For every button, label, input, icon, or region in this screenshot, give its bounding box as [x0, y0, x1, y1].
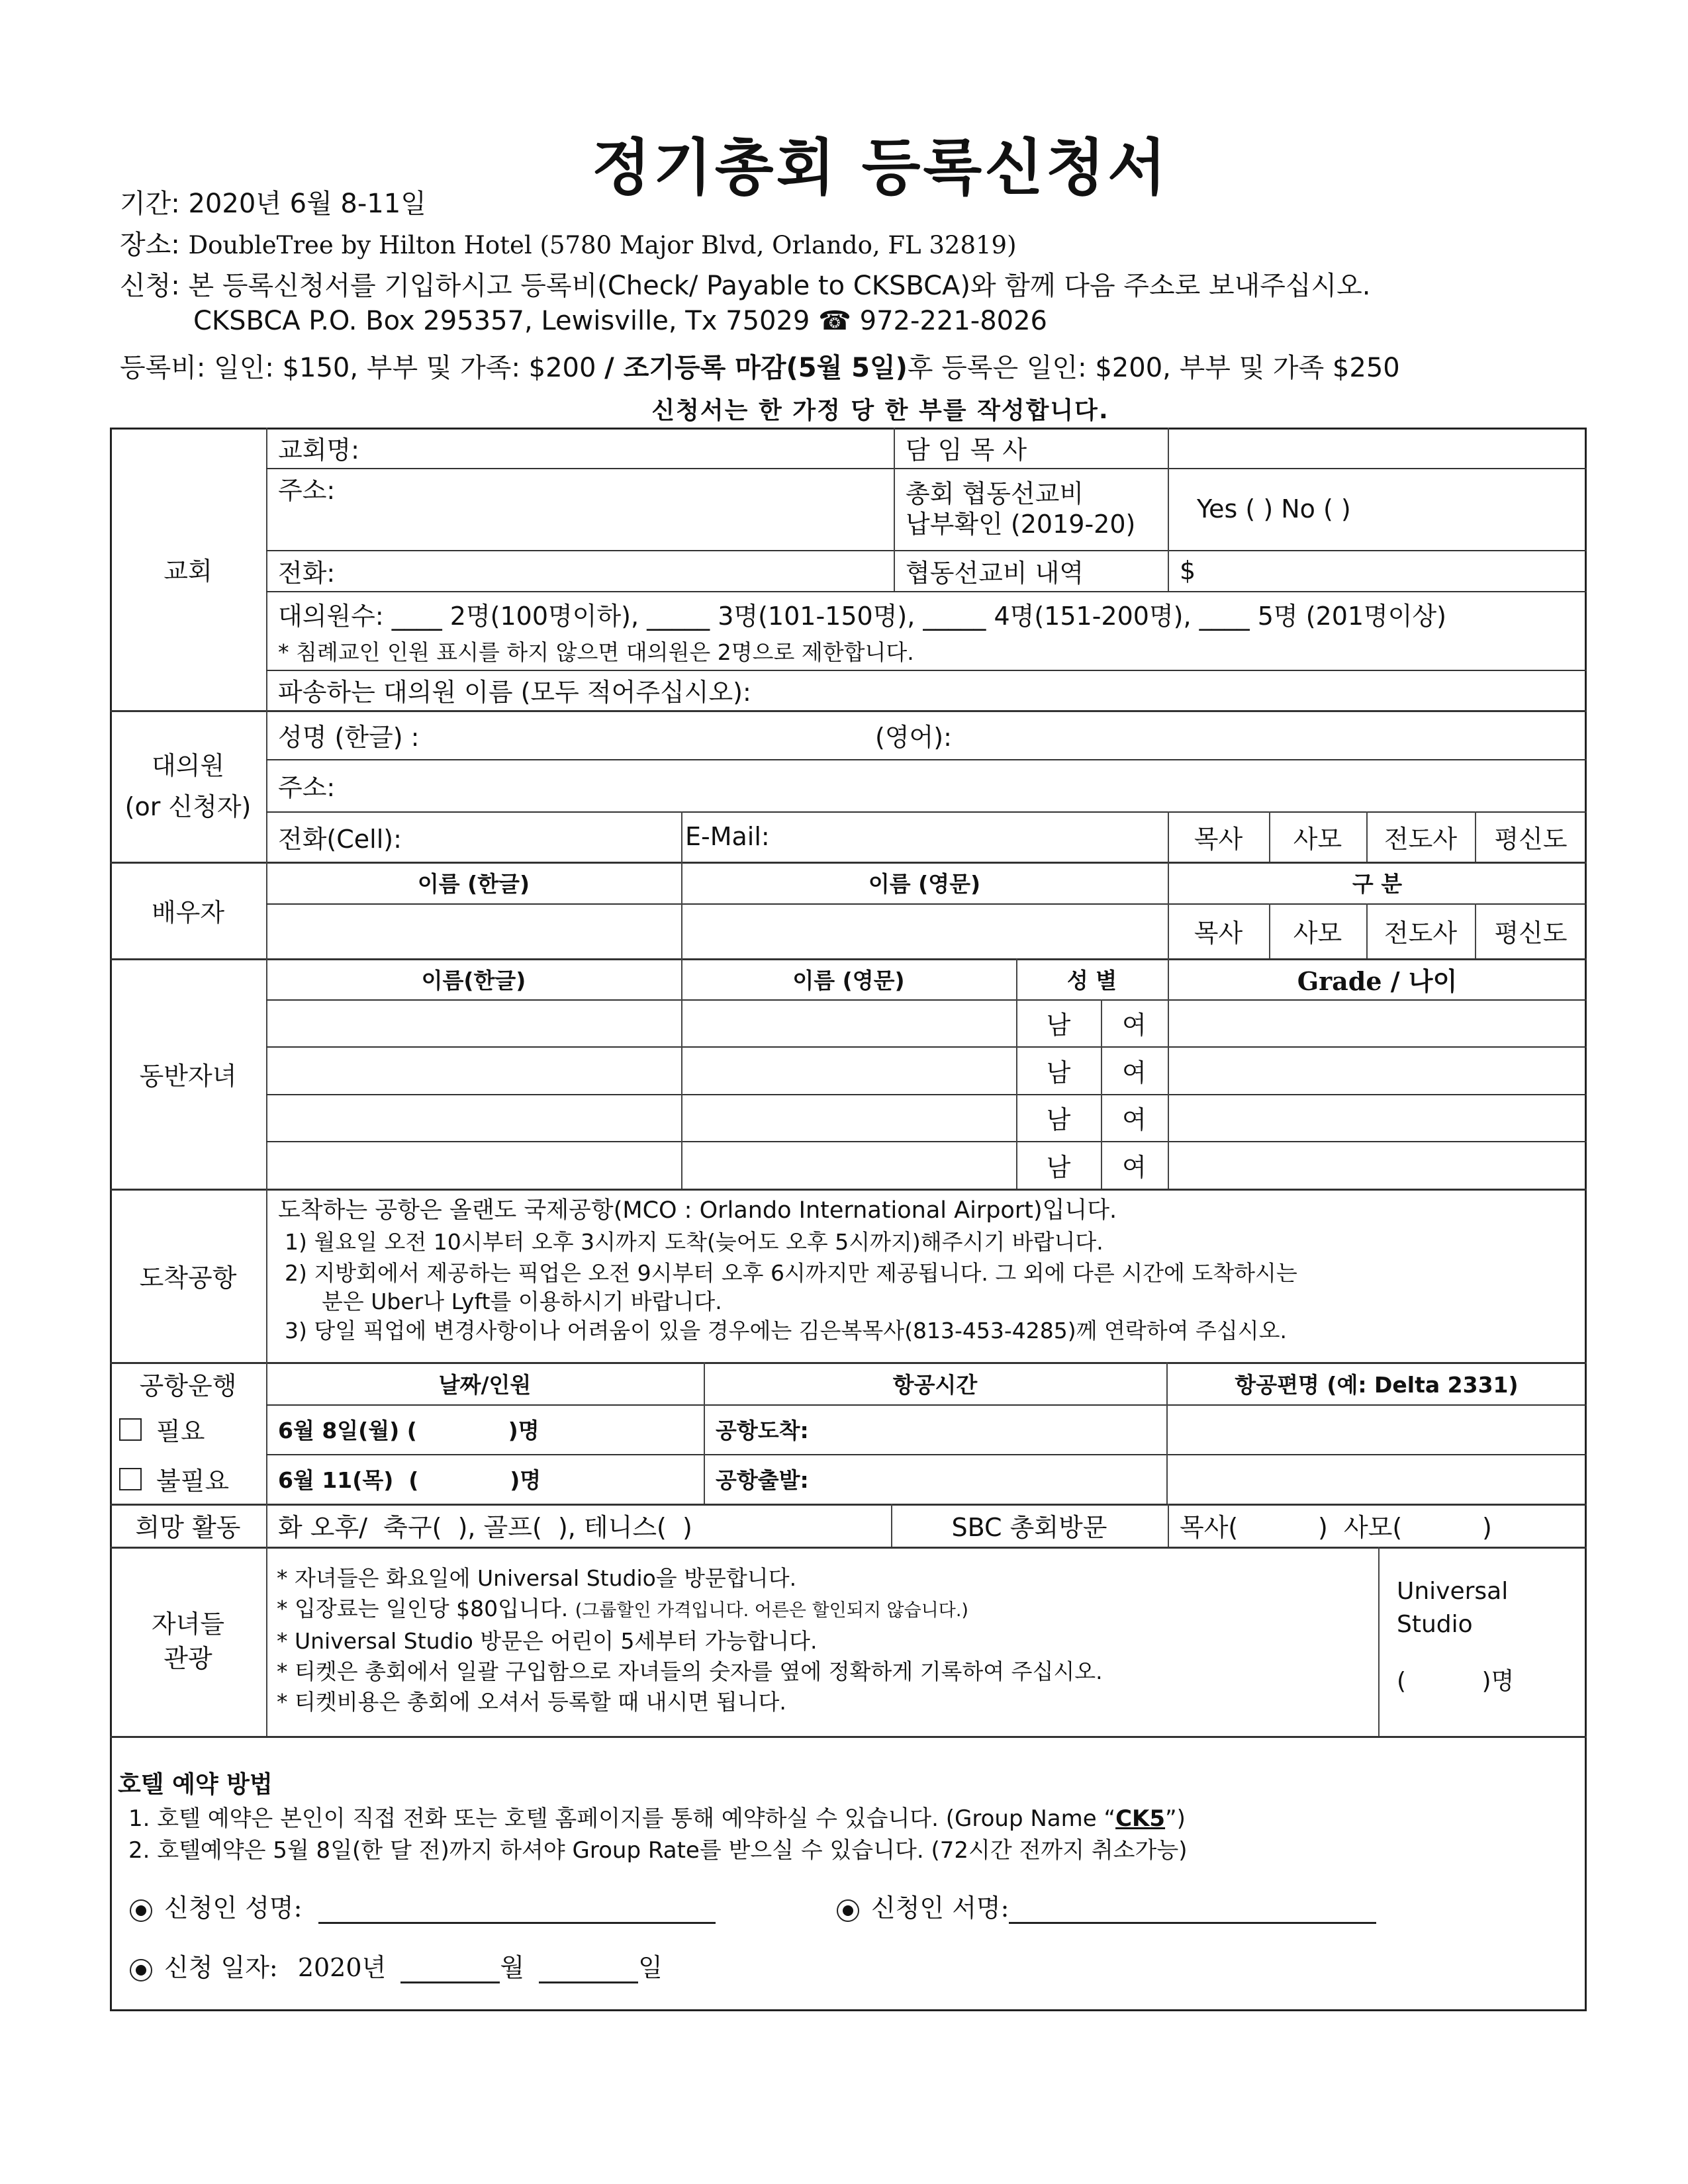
senior-pastor-label: 담 임 목 사 — [906, 435, 1027, 465]
children-col-gender: 성 별 — [1066, 967, 1117, 993]
child-1-gender-female[interactable]: 여 — [1122, 1011, 1147, 1040]
mission-detail-amount-field[interactable]: $ — [1180, 556, 1196, 585]
child-2-grade-field[interactable] — [1168, 1046, 1587, 1094]
shuttle-col-flight-number: 항공편명 (예: Delta 2331) — [1235, 1371, 1519, 1398]
bullet-radio-icon — [130, 1899, 152, 1922]
spouse-role-pastor[interactable]: 목사 — [1194, 919, 1243, 948]
child-4-name-korean-field[interactable] — [266, 1141, 681, 1189]
spouse-name-english-field[interactable] — [681, 903, 1168, 958]
shuttle-needed-label: 필요 — [156, 1417, 205, 1446]
child-3-gender-female[interactable]: 여 — [1122, 1105, 1147, 1134]
kids-tour-label-line2: 관광 — [164, 1644, 212, 1673]
child-1-name-korean-field[interactable] — [266, 999, 681, 1046]
bullet-radio-icon — [130, 1959, 152, 1981]
child-4-gender-male[interactable]: 남 — [1046, 1152, 1071, 1182]
month-label: 월 — [500, 1953, 525, 1982]
mission-paid-yes-no[interactable]: Yes ( ) No ( ) — [1197, 494, 1351, 523]
airport-info-line: 분은 Uber나 Lyft를 이용하시기 바랍니다. — [322, 1289, 722, 1314]
mission-detail-label: 협동선교비 내역 — [906, 558, 1084, 588]
delegate-count-options[interactable]: 대의원수: ____ 2명(100명이하), _____ 3명(101-150명), _____ 4명(151-200명), ____ 5명 (201명이상) — [278, 602, 1446, 631]
applicant-name-line — [130, 1888, 716, 1924]
mission-paid-label — [894, 468, 1168, 550]
church-phone-field[interactable]: 전화: — [278, 558, 336, 588]
kids-tour-label-line1: 자녀들 — [151, 1610, 225, 1639]
delegate-name-korean-field[interactable]: 성명 (한글) : — [278, 722, 420, 752]
sbc-visit-label: SBC 총회방문 — [951, 1513, 1107, 1542]
delegate-role-layperson[interactable]: 평신도 — [1494, 824, 1568, 854]
spouse-name-korean-field[interactable] — [266, 903, 681, 958]
venue-value: DoubleTree by Hilton Hotel (5780 Major Blvd, Orlando, FL 32819) — [188, 231, 1017, 259]
airport-info-line: 3) 당일 픽업에 변경사항이나 어려움이 있을 경우에는 김은복목사(813-453-4285)께 연락하여 주십시오. — [285, 1318, 1288, 1343]
child-4-name-english-field[interactable] — [681, 1141, 1016, 1189]
delegate-email-field[interactable]: E-Mail: — [685, 822, 770, 851]
application-month-field[interactable] — [400, 1962, 500, 1983]
universal-studio-label-line1: Universal — [1397, 1578, 1509, 1605]
church-name-field[interactable]: 교회명: — [278, 435, 359, 465]
period-text: 기간: 2020년 6월 8-11일 — [120, 189, 426, 219]
departure-flight-number-field[interactable] — [1166, 1454, 1587, 1504]
fee-line — [120, 347, 1400, 385]
universal-studio-count-field[interactable]: ( )명 — [1397, 1668, 1515, 1695]
applicant-signature-line — [837, 1888, 1376, 1924]
arrival-flight-number-field[interactable] — [1166, 1404, 1587, 1454]
airport-info-line: 도착하는 공항은 올랜도 국제공항(MCO : Orlando International Airport)입니다. — [278, 1197, 1117, 1224]
child-1-gender-male[interactable]: 남 — [1046, 1011, 1071, 1040]
hotel-reservation-item-2: 2. 호텔예약은 5월 8일(한 달 전)까지 하셔야 Group Rate를 받으실 수 있습니다. (72시간 전까지 취소가능) — [128, 1837, 1188, 1864]
kids-tour-note: * 티켓비용은 총회에 오셔서 등록할 때 내시면 됩니다. — [277, 1689, 786, 1715]
departure-date-count-field[interactable]: 6월 11(목) ( )명 — [278, 1467, 541, 1493]
airport-info-line: 1) 월요일 오전 10시부터 오후 3시까지 도착(늦어도 오후 5시까지)해주시기 바랍니다. — [285, 1229, 1103, 1255]
fee-regular: 등록비: 일인: $150, 부부 및 가족: $200 — [120, 353, 596, 383]
section-label-children: 동반자녀 — [139, 1061, 237, 1091]
applicant-signature-label: 신청인 서명: — [871, 1893, 1009, 1923]
delegate-label-line1: 대의원 — [151, 751, 225, 780]
child-4-gender-female[interactable]: 여 — [1122, 1152, 1147, 1182]
hotel-item-1-end: ”) — [1165, 1805, 1186, 1832]
delegate-name-english-field[interactable]: (영어): — [875, 722, 952, 752]
checkbox-icon[interactable] — [119, 1468, 142, 1490]
spouse-col-name-korean: 이름 (한글) — [417, 871, 530, 897]
activity-options-field[interactable]: 화 오후/ 축구( ), 골프( ), 테니스( ) — [278, 1513, 692, 1542]
kids-tour-notes — [277, 1563, 1103, 1717]
applicant-name-label: 신청인 성명: — [164, 1893, 303, 1923]
delegate-label-line2: (or 신청자) — [124, 792, 252, 821]
shuttle-not-needed-option[interactable] — [119, 1454, 266, 1504]
applicant-signature-field[interactable] — [1009, 1902, 1376, 1924]
telephone-icon: ☎ — [818, 306, 851, 336]
mission-paid-label-line1: 총회 협동선교비 — [906, 479, 1084, 508]
arrival-date-count-field[interactable]: 6월 8일(월) ( )명 — [278, 1418, 539, 1443]
day-label: 일 — [638, 1953, 663, 1982]
application-date-line — [130, 1947, 663, 1983]
delegate-role-pastor[interactable]: 목사 — [1194, 824, 1243, 854]
section-label-airport: 도착공항 — [139, 1263, 237, 1293]
kids-tour-note: * 자녀들은 화요일에 Universal Studio을 방문합니다. — [277, 1565, 797, 1591]
child-3-gender-male[interactable]: 남 — [1046, 1105, 1071, 1134]
shuttle-col-flight-time: 항공시간 — [892, 1371, 978, 1398]
spouse-role-layperson[interactable]: 평신도 — [1494, 919, 1568, 948]
hotel-reservation-item-1 — [128, 1800, 1186, 1833]
airport-info-line: 2) 지방회에서 제공하는 픽업은 오전 9시부터 오후 6시까지만 제공됩니다. 그 외에 다른 시간에 도착하시는 — [285, 1260, 1297, 1286]
children-col-name-korean: 이름(한글) — [421, 967, 526, 993]
application-year: 2020년 — [297, 1953, 387, 1982]
application-date-label: 신청 일자: — [164, 1953, 278, 1982]
section-label-spouse: 배우자 — [151, 897, 225, 927]
shuttle-col-date: 날짜/인원 — [438, 1371, 532, 1398]
airport-info — [278, 1195, 1297, 1346]
fee-late: 후 등록은 일인: $200, 부부 및 가족 $250 — [907, 353, 1400, 383]
delegate-role-wife[interactable]: 사모 — [1293, 824, 1342, 854]
children-col-grade-age: Grade / 나이 — [1297, 966, 1458, 996]
child-1-name-english-field[interactable] — [681, 999, 1016, 1046]
one-per-family-note: 신청서는 한 가정 당 한 부를 작성합니다. — [651, 397, 1109, 424]
kids-tour-note: * Universal Studio 방문은 어린이 5세부터 가능합니다. — [277, 1628, 818, 1654]
child-2-name-english-field[interactable] — [681, 1046, 1016, 1094]
applicant-name-field[interactable] — [318, 1902, 716, 1924]
mailing-address: CKSBCA P.O. Box 295357, Lewisville, Tx 75029 — [193, 306, 810, 336]
page-title: 정기총회 등록신청서 — [592, 132, 1169, 203]
children-col-name-english: 이름 (영문) — [792, 967, 905, 993]
kids-tour-note: * 입장료는 일인당 $80입니다. — [277, 1596, 569, 1621]
shuttle-needed-option[interactable] — [119, 1404, 266, 1454]
fee-early-deadline: / 조기등록 마감(5월 5일) — [604, 353, 908, 383]
application-day-field[interactable] — [539, 1962, 638, 1983]
shuttle-not-needed-label: 불필요 — [156, 1467, 230, 1496]
kids-tour-note: * 티켓은 총회에서 일괄 구입함으로 자녀들의 숫자를 옆에 정확하게 기록하여 주십시오. — [277, 1659, 1103, 1684]
hotel-item-1-text: 1. 호텔 예약은 본인이 직접 전화 또는 호텔 홈페이지를 통해 예약하실 수 있습니다. (Group Name “ — [128, 1805, 1116, 1832]
section-label-activity: 희망 활동 — [135, 1513, 241, 1542]
child-2-gender-male[interactable]: 남 — [1046, 1058, 1071, 1087]
child-3-name-korean-field[interactable] — [266, 1094, 681, 1141]
spouse-col-name-english: 이름 (영문) — [868, 871, 981, 897]
bullet-radio-icon — [837, 1899, 859, 1922]
kids-tour-note-2 — [277, 1594, 1103, 1626]
sbc-visit-pastor-wife-field[interactable]: 목사( ) 사모( ) — [1180, 1513, 1492, 1542]
child-3-name-english-field[interactable] — [681, 1094, 1016, 1141]
section-label-shuttle: 공항운행 — [139, 1371, 237, 1400]
apply-text: 신청: 본 등록신청서를 기입하시고 등록비(Check/ Payable to CKSBCA)와 함께 다음 주소로 보내주십시오. — [120, 271, 1371, 301]
mailing-address-line — [193, 306, 1047, 336]
venue-label: 장소: — [120, 230, 180, 260]
kids-tour-note-small: (그룹할인 가격입니다. 어른은 할인되지 않습니다.) — [575, 1600, 968, 1621]
spouse-role-wife[interactable]: 사모 — [1293, 919, 1342, 948]
delegate-phone-field[interactable]: 전화(Cell): — [278, 824, 402, 854]
section-label-delegate — [110, 710, 266, 862]
child-1-grade-field[interactable] — [1168, 999, 1587, 1046]
delegate-role-evangelist[interactable]: 전도사 — [1383, 824, 1458, 854]
senior-pastor-field[interactable] — [1168, 428, 1587, 468]
child-2-gender-female[interactable]: 여 — [1122, 1058, 1147, 1087]
spouse-role-evangelist[interactable]: 전도사 — [1383, 919, 1458, 948]
universal-studio-label-line2: Studio — [1397, 1611, 1473, 1638]
universal-studio-count[interactable] — [1397, 1575, 1514, 1698]
church-address-field[interactable]: 주소: — [278, 475, 336, 505]
phone-number: 972-221-8026 — [859, 306, 1047, 336]
arrival-time-field[interactable]: 공항도착: — [716, 1418, 809, 1443]
checkbox-icon[interactable] — [119, 1418, 142, 1441]
child-3-grade-field[interactable] — [1168, 1094, 1587, 1141]
child-2-name-korean-field[interactable] — [266, 1046, 681, 1094]
section-label-church: 교회 — [164, 557, 212, 586]
spouse-col-category: 구 분 — [1352, 871, 1403, 897]
delegate-count-note: * 침례교인 인원 표시를 하지 않으면 대의원은 2명으로 제한합니다. — [278, 639, 914, 665]
delegate-address-field[interactable]: 주소: — [278, 773, 336, 802]
mission-paid-label-line2: 납부확인 (2019-20) — [906, 510, 1136, 539]
group-code: CK5 — [1115, 1805, 1166, 1832]
venue-line — [120, 224, 1017, 261]
hotel-reservation-title: 호텔 예약 방법 — [118, 1771, 273, 1798]
delegate-names-field[interactable]: 파송하는 대의원 이름 (모두 적어주십시오): — [278, 678, 751, 707]
section-label-kids-tour — [110, 1547, 266, 1736]
child-4-grade-field[interactable] — [1168, 1141, 1587, 1189]
departure-time-field[interactable]: 공항출발: — [716, 1467, 809, 1493]
